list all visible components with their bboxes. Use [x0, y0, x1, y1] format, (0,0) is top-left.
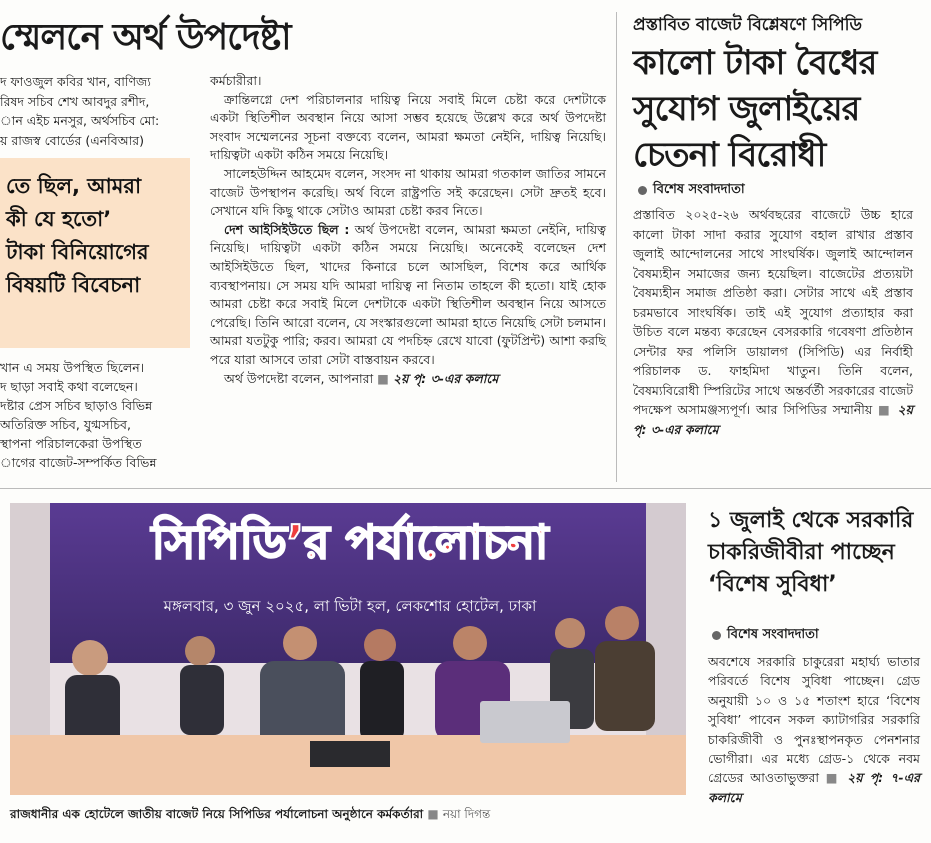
paragraph: সালেহউদ্দিন আহমেদ বলেন, সংসদ না থাকায় আমরা গতকাল জাতির সামনে বাজেট উপস্থাপন করেছি। অর্থ বিলে রাষ্ট্রপতি সই করেছেন। সেটা দ্রুতই হবে। সেখানে যদি কিছু থাকে সেটাও আমরা চেষ্টা করব নিতে।	[210, 165, 606, 219]
second-right-headline	[708, 505, 928, 601]
paragraph	[210, 370, 606, 389]
byline-text: বিশেষ সংবাদদাতা	[727, 627, 819, 642]
square-marker-icon: ■	[825, 770, 841, 786]
paragraph: কর্মচারীরা।	[210, 73, 262, 88]
paragraph-text: প্রস্তাবিত ২০২৫-২৬ অর্থবছরের বাজেটে উচ্চ হারে কালো টাকা সাদা করার সুযোগ বহাল রাখার প্রস্তাব জুলাই আন্দোলনের সাথে সাংঘর্ষিক। জুলাই আন্দোলন বৈষম্যহীন সমাজের জন্য হয়েছিল। বাজেটের প্রত্যয়টা বৈষম্যহীন সমাজ প্রতিষ্ঠা করা। সেটার সাথে এই প্রস্তাব চরমভাবে সাংঘর্ষিক। তাই এই সুযোগ প্রত্যাহার করা উচিত বলে মন্তব্য করেছেন বেসরকারি গবেষণা প্রতিষ্ঠান সেন্টার ফর পলিসি ডায়ালগ (সিপিডি) এর নির্বাহী পরিচালক ড. ফাহমিদা খাতুন। তিনি বলেন, বৈষম্যবিরোধী স্পিরিটের সাথে অন্তর্বর্তী সরকারের বাজেট পদক্ষেপ অসামঞ্জস্যপূর্ণ। আর সিপিডির সম্মানীয়	[633, 207, 913, 417]
laptop	[480, 701, 570, 743]
headline-line: চাকরিজীবীরা পাচ্ছেন	[708, 540, 895, 565]
paragraph	[633, 205, 913, 439]
right-kicker: প্রস্তাবিত বাজেট বিশ্লেষণে সিপিডি	[633, 15, 862, 35]
text-line: খান এ সময় উপস্থিত ছিলেন।	[0, 360, 145, 375]
paragraph-text: অবশেষে সরকারি চাকুরেরা মহার্ঘ্য ভাতার পরিবর্তে বিশেষ সুবিধা পাচ্ছেন। গ্রেড অনুযায়ী ১০ ও ১৫ শতাংশ হারে ‘বিশেষ সুবিধা’ পাবেন সকল ক্যাটাগরির সরকারি চাকরিজীবী ও পুনঃস্থাপনকৃত পেনশনার ভোগীরা। এর মধ্যে গ্রেড-১ থেকে নবম গ্রেডের আওতাভুক্তরা	[708, 654, 920, 786]
second-right-byline	[712, 625, 819, 646]
text-line: রিষদ সচিব শেখ আবদুর রশীদ,	[0, 93, 150, 109]
pull-quote-line: বিষয়টি বিবেচনা	[6, 273, 141, 297]
photo-caption	[10, 806, 690, 826]
byline-text: বিশেষ সংবাদদাতা	[653, 182, 745, 197]
banner-subtitle: মঙ্গলবার, ৩ জুন ২০২৫, লা ভিটা হল, লেকশোর হোটেল, ঢাকা	[163, 597, 537, 615]
continued-jump: ২য় পৃ: ৭-এর কলামে	[708, 770, 920, 805]
square-marker-icon: ■	[878, 402, 892, 417]
left-story-body	[210, 72, 606, 388]
text-line: য় রাজস্ব বোর্ডের (এনবিআর)	[0, 132, 145, 148]
text-line: স্থাপনা পরিচালকেরা উপস্থিত	[0, 436, 142, 451]
right-headline	[633, 40, 928, 178]
continued-jump: ২য় পৃ: ৩-এর কলামে	[633, 402, 913, 437]
text-line: দ ছাড়া সবাই কথা বলেছেন।	[0, 379, 138, 394]
left-column-top	[0, 72, 192, 150]
bullet-icon	[638, 186, 647, 195]
column-divider	[616, 12, 617, 482]
bullet-icon	[712, 631, 721, 640]
pull-quote-line: কী যে হতো’	[6, 207, 112, 231]
paragraph: ক্রান্তিলগ্নে দেশ পরিচালনার দায়িত্ব নিয়ে সবাই মিলে চেষ্টা করে দেশটাকে একটা স্থিতিশীল অবস্থান নিয়ে আসা সম্ভব হয়েছে উল্লেখ করে অর্থ উপদেষ্টা সংবাদ সম্মেলনের সূচনা বক্তব্যে বলেন, আমরা ক্ষমতা নেইনি, দায়িত্ব নিয়েছি। দায়িত্বটা একটা কঠিন সময়ে নিয়েছি।	[210, 91, 606, 163]
subhead: দেশ আইসিইউতে ছিল :	[224, 221, 350, 237]
pull-quote	[0, 158, 190, 348]
square-marker-icon: ■	[377, 370, 389, 386]
right-story-body	[633, 205, 913, 439]
text-line: ান এইচ মনসুর, অর্থসচিব মো:	[0, 113, 160, 128]
headline-line: সুযোগ জুলাইয়ের	[633, 89, 860, 129]
paragraph	[210, 221, 606, 370]
headline-line: কালো টাকা বৈধের	[633, 43, 877, 83]
left-column-bottom	[0, 358, 192, 472]
paragraph-text: অর্থ উপদেষ্টা বলেন, আমরা ক্ষমতা নেইনি, দায়িত্ব নিয়েছি। দায়িত্বটা একটা কঠিন সময়ে নিয়েছি। অনেকেই বলেছেন দেশ আইসিইউতে ছিল, খাদের কিনারে চলে আসছিল, বিশেষ করে আর্থিক ব্যবস্থাপনায়। সে সময় যদি আমরা দায়িত্ব না নিতাম তাহলে কী হতো। যাই হোক আমরা চেষ্টা করে সবাই মিলে দেশটাকে একটা স্থিতিশীল অবস্থান নিয়ে আসতে পেরেছি। তিনি আরো বলেন, যে সংস্কারগুলো আমরা হাতে নিয়েছি সেটা চলমান। আমরা যতটুকু পারি; করব। আমরা যে পদচিহ্ন রেখে যাবো (ফুটপ্রিন্ট) আশা করছি পরে যারা আসবে তারা সেটা বাস্তবায়ন করবে।	[210, 221, 606, 367]
second-right-story-body	[708, 652, 920, 807]
square-marker-icon: ■	[427, 807, 439, 821]
text-line: অতিরিক্ত সচিব, যুগ্মসচিব,	[0, 417, 131, 432]
section-divider	[0, 488, 931, 489]
text-line: দষ্টার প্রেস সচিব ছাড়াও বিভিন্ন	[0, 398, 153, 413]
headline-line: ১ জুলাই থেকে সরকারি	[708, 508, 914, 533]
banner-title: সিপিডি’র পর্যালোচনা	[151, 515, 549, 569]
right-byline	[638, 180, 745, 201]
event-photo	[10, 503, 686, 795]
caption-text: রাজধানীর এক হোটেলে জাতীয় বাজেট নিয়ে সিপিডির পর্যালোচনা অনুষ্ঠানে কর্মকর্তারা	[10, 807, 424, 821]
photo-credit: নয়া দিগন্ত	[442, 807, 491, 821]
text-line: াগের বাজেট-সম্পর্কিত বিভিন্ন	[0, 455, 157, 470]
continued-jump: ২য় পৃ: ৩-এর কলামে	[392, 370, 499, 386]
paragraph	[708, 652, 920, 807]
headline-line: ‘বিশেষ সুবিধা’	[708, 572, 837, 597]
name-plate	[310, 741, 390, 767]
text-line: দ ফাওজুল কবির খান, বাণিজ্য	[0, 74, 151, 89]
headline-line: চেতনা বিরোধী	[633, 135, 826, 175]
pull-quote-line: তে ছিল, আমরা	[6, 174, 142, 198]
left-headline: ম্মেলনে অর্থ উপদেষ্টা	[0, 17, 291, 58]
pull-quote-line: টাকা বিনিয়োগের	[6, 240, 149, 264]
paragraph-text: অর্থ উপদেষ্টা বলেন, আপনারা	[224, 370, 374, 386]
photo-illustration	[10, 503, 686, 795]
